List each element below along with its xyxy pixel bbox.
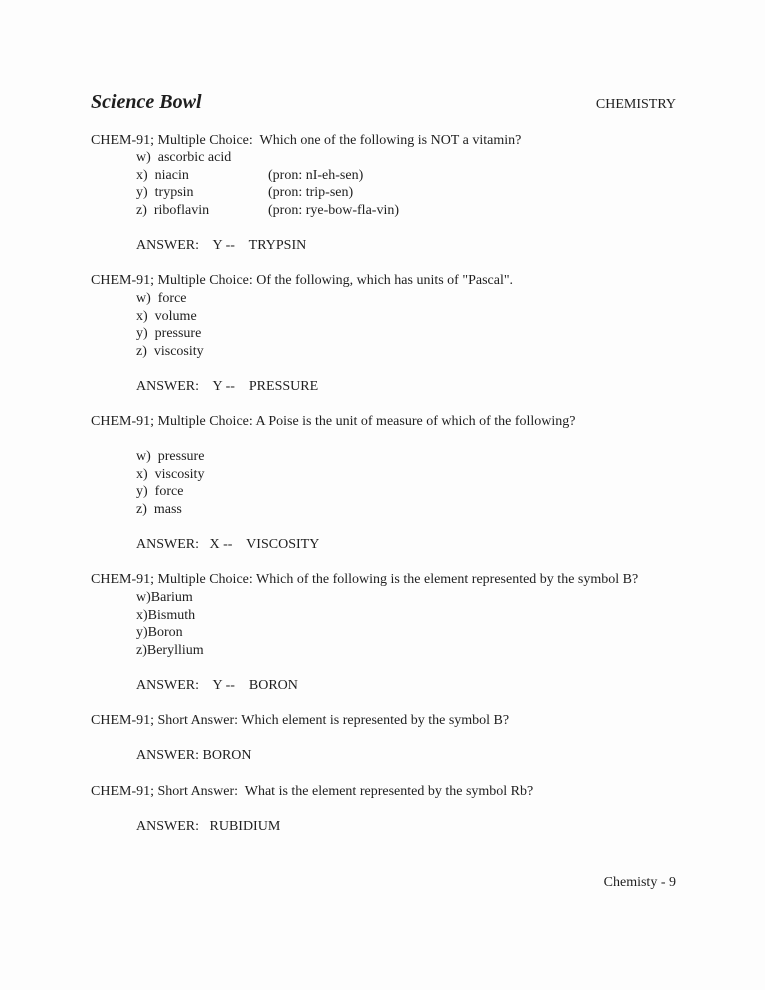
- question-prompt: CHEM-91; Multiple Choice: A Poise is the unit of measure of which of the following?: [91, 414, 576, 430]
- option-text: z) mass: [136, 502, 182, 518]
- option-text: x) niacin: [136, 167, 189, 183]
- question-prompt: CHEM-91; Multiple Choice: Of the following, which has units of "Pascal".: [91, 273, 514, 289]
- option-text: w) ascorbic acid: [136, 150, 232, 166]
- question-block: [91, 571, 676, 694]
- option-text: y) force: [136, 484, 184, 500]
- option-row: [91, 343, 676, 361]
- document-header: [91, 90, 676, 114]
- option-text: y)Boron: [136, 625, 183, 641]
- option-row: [91, 325, 676, 343]
- option-row: [91, 167, 676, 185]
- option-row: [91, 308, 676, 326]
- option-row: [91, 642, 676, 660]
- option-text: w)Barium: [136, 590, 193, 606]
- option-text: x)Bismuth: [136, 607, 196, 623]
- option-text: x) viscosity: [136, 466, 205, 482]
- option-text: y) pressure: [136, 326, 202, 342]
- option-pronunciation: (pron: rye-bow-fla-vin): [268, 202, 400, 218]
- question-prompt: CHEM-91; Short Answer: Which element is represented by the symbol B?: [91, 713, 510, 729]
- answer-line: ANSWER: Y -- BORON: [136, 678, 298, 693]
- option-text: z) riboflavin: [136, 202, 210, 218]
- option-row: [91, 589, 676, 607]
- document-title: Science Bowl: [91, 91, 202, 113]
- answer-line: ANSWER: X -- VISCOSITY: [136, 537, 320, 553]
- question-block: [91, 272, 676, 395]
- option-pronunciation: (pron: nI-eh-sen): [268, 167, 364, 183]
- question-block: [91, 783, 676, 836]
- option-text: x) volume: [136, 308, 197, 324]
- option-text: y) trypsin: [136, 185, 194, 201]
- option-pronunciation: (pron: trip-sen): [268, 185, 354, 201]
- option-row: [91, 290, 676, 308]
- answer-line: ANSWER: Y -- TRYPSIN: [136, 238, 307, 254]
- option-row: [91, 607, 676, 625]
- question-block: [91, 413, 676, 554]
- option-text: z)Beryllium: [136, 642, 204, 658]
- option-row: [91, 483, 676, 501]
- question-prompt: CHEM-91; Short Answer: What is the element represented by the symbol Rb?: [91, 783, 534, 799]
- option-row: [91, 448, 676, 466]
- question-prompt: CHEM-91; Multiple Choice: Which of the following is the element represented by the symbol B?: [91, 572, 639, 588]
- option-text: w) pressure: [136, 449, 205, 465]
- question-block: [91, 132, 676, 255]
- option-row: [91, 624, 676, 642]
- option-text: w) force: [136, 290, 187, 306]
- question-block: [91, 712, 676, 765]
- option-text: z) viscosity: [136, 343, 204, 359]
- answer-line: ANSWER: BORON: [136, 748, 252, 764]
- category-label: CHEMISTRY: [595, 97, 676, 112]
- option-row: [91, 202, 676, 220]
- page-footer: [91, 874, 676, 892]
- option-row: [91, 466, 676, 484]
- option-row: [91, 184, 676, 202]
- option-row: [91, 149, 676, 167]
- option-row: [91, 501, 676, 519]
- answer-line: ANSWER: Y -- PRESSURE: [136, 378, 319, 394]
- answer-line: ANSWER: RUBIDIUM: [136, 818, 281, 834]
- page-number-label: Chemisty - 9: [603, 875, 676, 891]
- question-prompt: CHEM-91; Multiple Choice: Which one of the following is NOT a vitamin?: [91, 132, 522, 148]
